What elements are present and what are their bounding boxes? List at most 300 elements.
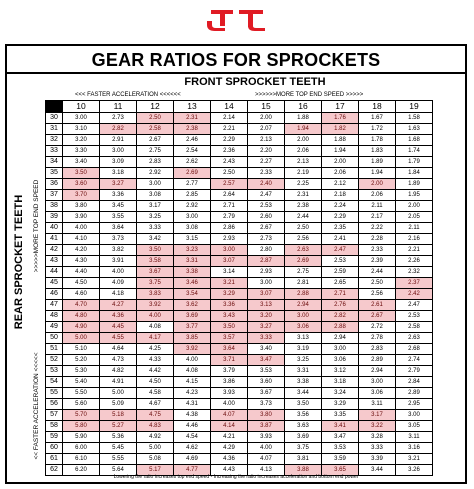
- ratio-cell: 5.80: [63, 421, 100, 432]
- ratio-cell: 2.62: [174, 157, 211, 168]
- ratio-cell: 3.38: [285, 377, 322, 388]
- ratio-cell: 2.81: [285, 278, 322, 289]
- ratio-cell: 3.67: [248, 388, 285, 399]
- front-teeth-header: 13: [174, 101, 211, 113]
- ratio-cell: 5.70: [63, 410, 100, 421]
- rear-teeth-cell: 44: [46, 267, 63, 278]
- ratio-cell: 3.17: [359, 410, 396, 421]
- rear-teeth-cell: 43: [46, 256, 63, 267]
- ratio-cell: 3.86: [211, 377, 248, 388]
- ratio-cell: 2.75: [285, 267, 322, 278]
- ratio-cell: 4.27: [100, 300, 137, 311]
- ratio-row: [46, 443, 433, 454]
- ratio-cell: 3.77: [174, 322, 211, 333]
- ratio-cell: 4.83: [137, 421, 174, 432]
- ratio-cell: 2.94: [285, 300, 322, 311]
- ratio-cell: 2.44: [285, 212, 322, 223]
- ratio-row: [46, 146, 433, 157]
- ratio-cell: 2.71: [211, 201, 248, 212]
- ratio-cell: 3.11: [359, 399, 396, 410]
- rear-teeth-cell: 57: [46, 410, 63, 421]
- ratio-cell: 4.64: [100, 344, 137, 355]
- ratio-cell: 3.42: [137, 234, 174, 245]
- ratio-row: [46, 179, 433, 190]
- ratio-row: [46, 267, 433, 278]
- ratio-cell: 1.79: [396, 157, 433, 168]
- ratio-cell: 4.90: [63, 322, 100, 333]
- ratio-cell: 2.26: [396, 256, 433, 267]
- ratio-cell: 3.75: [137, 278, 174, 289]
- ratio-cell: 3.19: [285, 344, 322, 355]
- ratio-cell: 2.80: [248, 245, 285, 256]
- front-teeth-header: 17: [322, 101, 359, 113]
- ratio-cell: 4.91: [100, 377, 137, 388]
- ratio-cell: 4.29: [211, 443, 248, 454]
- ratio-cell: 4.42: [137, 366, 174, 377]
- rear-teeth-cell: 42: [46, 245, 63, 256]
- rear-teeth-cell: 40: [46, 223, 63, 234]
- ratio-cell: 1.68: [396, 135, 433, 146]
- front-teeth-header-row: [46, 101, 433, 113]
- ratio-cell: 1.67: [359, 113, 396, 124]
- rear-teeth-cell: 46: [46, 289, 63, 300]
- front-sprocket-label: FRONT SPROCKET TEETH: [184, 76, 326, 88]
- ratio-cell: 3.35: [322, 410, 359, 421]
- ratio-cell: 2.67: [248, 223, 285, 234]
- ratio-cell: 3.92: [174, 344, 211, 355]
- rear-teeth-cell: 31: [46, 124, 63, 135]
- ratio-cell: 3.58: [137, 256, 174, 267]
- ratio-cell: 3.27: [100, 179, 137, 190]
- ratio-cell: 2.78: [359, 333, 396, 344]
- ratio-cell: 6.10: [63, 454, 100, 465]
- ratio-row: [46, 245, 433, 256]
- ratio-cell: 3.30: [63, 146, 100, 157]
- ratio-cell: 3.44: [359, 465, 396, 476]
- title-divider: [7, 72, 465, 74]
- ratio-cell: 3.64: [211, 344, 248, 355]
- ratio-cell: 4.55: [100, 333, 137, 344]
- ratio-cell: 4.13: [248, 465, 285, 476]
- ratio-cell: 3.93: [248, 432, 285, 443]
- ratio-cell: 2.47: [322, 245, 359, 256]
- ratio-cell: 4.00: [63, 223, 100, 234]
- ratio-cell: 2.71: [322, 289, 359, 300]
- ratio-cell: 3.71: [211, 355, 248, 366]
- ratio-cell: 3.60: [63, 179, 100, 190]
- ratio-row: [46, 344, 433, 355]
- ratio-cell: 2.07: [248, 124, 285, 135]
- ratio-cell: 2.77: [174, 179, 211, 190]
- ratio-cell: 3.65: [322, 465, 359, 476]
- ratio-cell: 2.40: [248, 179, 285, 190]
- ratio-cell: 2.74: [396, 355, 433, 366]
- ratio-cell: 2.88: [322, 322, 359, 333]
- ratio-cell: 2.68: [396, 344, 433, 355]
- ratio-cell: 3.21: [211, 278, 248, 289]
- ratio-cell: 1.58: [396, 113, 433, 124]
- ratio-cell: 5.36: [100, 432, 137, 443]
- rear-teeth-cell: 61: [46, 454, 63, 465]
- ratio-row: [46, 212, 433, 223]
- ratio-row: [46, 157, 433, 168]
- ratio-cell: 2.43: [211, 157, 248, 168]
- ratio-cell: 2.67: [137, 135, 174, 146]
- ratio-cell: 3.29: [211, 289, 248, 300]
- rear-teeth-cell: 37: [46, 190, 63, 201]
- ratio-cell: 4.09: [100, 278, 137, 289]
- ratio-cell: 2.21: [211, 124, 248, 135]
- ratio-cell: 4.43: [211, 465, 248, 476]
- ratio-cell: 2.21: [396, 245, 433, 256]
- ratio-cell: 4.18: [100, 289, 137, 300]
- ratio-cell: 2.00: [248, 113, 285, 124]
- ratio-cell: 4.21: [211, 432, 248, 443]
- ratio-cell: 1.89: [359, 157, 396, 168]
- ratio-cell: 1.83: [359, 146, 396, 157]
- ratio-cell: 3.28: [359, 432, 396, 443]
- rear-sprocket-text: REAR SPROCKET TEETH: [13, 194, 25, 330]
- ratio-cell: 4.20: [63, 245, 100, 256]
- ratio-cell: 2.50: [285, 223, 322, 234]
- front-teeth-header: 12: [137, 101, 174, 113]
- ratio-cell: 3.73: [248, 399, 285, 410]
- ratio-cell: 2.82: [100, 124, 137, 135]
- ratio-cell: 4.45: [100, 322, 137, 333]
- ratio-cell: 3.31: [285, 366, 322, 377]
- ratio-cell: 3.41: [322, 421, 359, 432]
- ratio-cell: 3.05: [396, 421, 433, 432]
- ratio-cell: 2.84: [396, 377, 433, 388]
- rear-teeth-cell: 56: [46, 399, 63, 410]
- rear-teeth-cell: 36: [46, 179, 63, 190]
- ratio-cell: 4.10: [63, 234, 100, 245]
- ratio-cell: 2.18: [322, 190, 359, 201]
- speed-direction-row: [45, 90, 465, 100]
- rear-teeth-cell: 53: [46, 366, 63, 377]
- ratio-cell: 2.63: [396, 333, 433, 344]
- ratio-cell: 3.12: [322, 366, 359, 377]
- ratio-cell: 4.75: [137, 410, 174, 421]
- rear-teeth-cell: 33: [46, 146, 63, 157]
- ratio-cell: 1.95: [396, 190, 433, 201]
- ratio-cell: 2.17: [359, 212, 396, 223]
- ratio-cell: 4.07: [211, 410, 248, 421]
- ratio-cell: 3.87: [248, 421, 285, 432]
- ratio-cell: 3.53: [322, 443, 359, 454]
- ratio-cell: 3.64: [100, 223, 137, 234]
- ratio-cell: 2.79: [211, 212, 248, 223]
- ratio-cell: 2.61: [359, 300, 396, 311]
- rear-teeth-cell: 45: [46, 278, 63, 289]
- ratio-cell: 3.00: [211, 245, 248, 256]
- ratio-cell: 2.69: [285, 256, 322, 267]
- ratio-cell: 3.29: [322, 399, 359, 410]
- ratio-cell: 3.39: [359, 454, 396, 465]
- ratio-cell: 4.73: [100, 355, 137, 366]
- ratio-cell: 2.06: [322, 168, 359, 179]
- ratio-cell: 3.25: [137, 212, 174, 223]
- ratio-cell: 3.16: [396, 443, 433, 454]
- ratio-cell: 3.13: [248, 300, 285, 311]
- ratio-cell: 4.23: [174, 388, 211, 399]
- ratio-cell: 4.15: [174, 377, 211, 388]
- ratio-row: [46, 190, 433, 201]
- ratio-cell: 3.31: [174, 256, 211, 267]
- ratio-cell: 3.88: [285, 465, 322, 476]
- ratio-cell: 2.72: [359, 322, 396, 333]
- ratio-cell: 3.50: [63, 168, 100, 179]
- ratio-cell: 2.46: [174, 135, 211, 146]
- ratio-cell: 3.80: [248, 410, 285, 421]
- ratio-cell: 5.50: [63, 388, 100, 399]
- ratio-row: [46, 421, 433, 432]
- ratio-cell: 1.74: [396, 146, 433, 157]
- ratio-cell: 2.79: [396, 366, 433, 377]
- ratio-cell: 2.95: [396, 399, 433, 410]
- ratio-cell: 5.40: [63, 377, 100, 388]
- ratio-cell: 3.70: [63, 190, 100, 201]
- front-teeth-header: 11: [100, 101, 137, 113]
- ratio-cell: 3.81: [285, 454, 322, 465]
- ratio-cell: 3.47: [322, 432, 359, 443]
- ratio-cell: 2.13: [248, 135, 285, 146]
- ratio-cell: 2.47: [396, 300, 433, 311]
- ratio-row: [46, 355, 433, 366]
- ratio-cell: 2.75: [137, 146, 174, 157]
- ratio-cell: 4.17: [137, 333, 174, 344]
- ratio-cell: 4.00: [248, 443, 285, 454]
- ratio-cell: 2.50: [137, 113, 174, 124]
- ratio-cell: 4.77: [174, 465, 211, 476]
- ratio-cell: 3.67: [137, 267, 174, 278]
- ratio-cell: 5.00: [100, 388, 137, 399]
- ratio-cell: 3.50: [137, 245, 174, 256]
- ratio-cell: 4.50: [63, 278, 100, 289]
- ratio-row: [46, 432, 433, 443]
- rear-teeth-cell: 58: [46, 421, 63, 432]
- ratio-cell: 4.70: [63, 300, 100, 311]
- ratio-cell: 4.00: [174, 355, 211, 366]
- front-teeth-header: 19: [396, 101, 433, 113]
- ratio-cell: 4.40: [63, 267, 100, 278]
- ratio-cell: 4.54: [174, 432, 211, 443]
- rear-teeth-cell: 34: [46, 157, 63, 168]
- ratio-cell: 2.58: [396, 322, 433, 333]
- corner-cell: [46, 101, 63, 113]
- rear-teeth-cell: 35: [46, 168, 63, 179]
- ratio-cell: 4.00: [137, 311, 174, 322]
- ratio-cell: 2.87: [248, 256, 285, 267]
- ratio-cell: 3.50: [211, 322, 248, 333]
- ratio-cell: 5.10: [63, 344, 100, 355]
- more-top-speed-label: >>>>>>MORE TOP END SPEED >>>>>: [255, 92, 364, 98]
- ratio-row: [46, 377, 433, 388]
- ratio-cell: 5.45: [100, 443, 137, 454]
- ratio-cell: 4.67: [137, 399, 174, 410]
- ratio-cell: 3.45: [100, 201, 137, 212]
- rear-teeth-cell: 30: [46, 113, 63, 124]
- ratio-cell: 5.00: [63, 333, 100, 344]
- ratio-cell: 3.90: [63, 212, 100, 223]
- ratio-cell: 3.73: [100, 234, 137, 245]
- ratio-row: [46, 388, 433, 399]
- ratio-cell: 2.60: [248, 212, 285, 223]
- ratio-cell: 2.11: [396, 223, 433, 234]
- ratio-cell: 2.94: [359, 366, 396, 377]
- ratio-cell: 3.47: [248, 355, 285, 366]
- ratio-cell: 2.89: [396, 388, 433, 399]
- ratio-cell: 3.20: [248, 311, 285, 322]
- ratio-cell: 3.33: [359, 443, 396, 454]
- ratio-cell: 2.16: [396, 234, 433, 245]
- ratio-cell: 3.43: [211, 311, 248, 322]
- ratio-row: [46, 201, 433, 212]
- ratio-cell: 3.00: [285, 311, 322, 322]
- ratio-cell: 4.30: [63, 256, 100, 267]
- ratio-cell: 2.05: [396, 212, 433, 223]
- ratio-cell: 4.07: [248, 454, 285, 465]
- ratio-cell: 3.00: [63, 113, 100, 124]
- ratio-cell: 3.27: [248, 322, 285, 333]
- rear-teeth-cell: 59: [46, 432, 63, 443]
- ratio-row: [46, 223, 433, 234]
- ratio-cell: 5.60: [63, 399, 100, 410]
- ratio-cell: 2.27: [248, 157, 285, 168]
- ratio-cell: 2.73: [248, 234, 285, 245]
- rear-teeth-cell: 41: [46, 234, 63, 245]
- ratio-row: [46, 410, 433, 421]
- ratio-cell: 2.38: [285, 201, 322, 212]
- ratio-cell: 2.33: [248, 168, 285, 179]
- ratio-cell: 1.82: [322, 124, 359, 135]
- ratio-cell: 5.20: [63, 355, 100, 366]
- ratio-cell: 1.63: [396, 124, 433, 135]
- ratio-cell: 3.63: [285, 421, 322, 432]
- ratio-cell: 3.44: [285, 388, 322, 399]
- ratio-cell: 2.35: [322, 223, 359, 234]
- rear-teeth-cell: 55: [46, 388, 63, 399]
- ratio-cell: 4.38: [174, 410, 211, 421]
- ratio-cell: 2.39: [359, 256, 396, 267]
- ratio-cell: 3.53: [248, 366, 285, 377]
- ratio-cell: 2.29: [211, 135, 248, 146]
- ratio-cell: 3.56: [285, 410, 322, 421]
- ratio-cell: 3.08: [137, 190, 174, 201]
- ratio-cell: 1.94: [322, 146, 359, 157]
- ratio-cell: 4.31: [174, 399, 211, 410]
- ratio-cell: 2.69: [174, 168, 211, 179]
- rear-teeth-cell: 39: [46, 212, 63, 223]
- ratio-cell: 2.53: [396, 311, 433, 322]
- ratio-cell: 4.25: [137, 344, 174, 355]
- rear-teeth-cell: 54: [46, 377, 63, 388]
- rear-sprocket-label: [9, 142, 27, 382]
- gear-ratio-table: [45, 100, 433, 476]
- ratio-cell: 2.24: [322, 201, 359, 212]
- ratio-cell: 4.08: [137, 322, 174, 333]
- ratio-cell: 3.18: [322, 377, 359, 388]
- rear-teeth-cell: 50: [46, 333, 63, 344]
- ratio-cell: 4.33: [137, 355, 174, 366]
- ratio-cell: 3.20: [63, 135, 100, 146]
- ratio-cell: 5.55: [100, 454, 137, 465]
- ratio-cell: 4.62: [174, 443, 211, 454]
- ratio-row: [46, 366, 433, 377]
- ratio-cell: 2.65: [322, 278, 359, 289]
- ratio-cell: 2.00: [396, 201, 433, 212]
- ratio-cell: 2.93: [211, 234, 248, 245]
- ratio-cell: 4.82: [100, 366, 137, 377]
- ratio-cell: 2.00: [322, 157, 359, 168]
- ratio-cell: 2.56: [285, 234, 322, 245]
- ratio-cell: 2.82: [322, 311, 359, 322]
- ratio-cell: 4.92: [137, 432, 174, 443]
- ratio-cell: 3.08: [174, 223, 211, 234]
- ratio-cell: 2.06: [285, 146, 322, 157]
- ratio-cell: 3.18: [100, 168, 137, 179]
- ratio-cell: 2.92: [174, 201, 211, 212]
- ratio-cell: 2.42: [396, 289, 433, 300]
- ratio-cell: 3.15: [174, 234, 211, 245]
- ratio-cell: 3.62: [174, 300, 211, 311]
- ratio-cell: 2.88: [285, 289, 322, 300]
- ratio-cell: 3.50: [285, 399, 322, 410]
- ratio-cell: 4.00: [211, 399, 248, 410]
- ratio-cell: 4.36: [211, 454, 248, 465]
- ratio-row: [46, 289, 433, 300]
- ratio-row: [46, 256, 433, 267]
- ratio-cell: 2.31: [285, 190, 322, 201]
- rear-teeth-cell: 32: [46, 135, 63, 146]
- ratio-row: [46, 234, 433, 245]
- ratio-row: [46, 135, 433, 146]
- ratio-cell: 2.13: [285, 157, 322, 168]
- ratio-cell: 3.24: [322, 388, 359, 399]
- ratio-cell: 2.93: [248, 267, 285, 278]
- ratio-cell: 2.36: [211, 146, 248, 157]
- ratio-cell: 4.46: [174, 421, 211, 432]
- ratio-row: [46, 311, 433, 322]
- ratio-cell: 2.67: [359, 311, 396, 322]
- ratio-cell: 3.11: [396, 432, 433, 443]
- rear-teeth-cell: 52: [46, 355, 63, 366]
- ratio-row: [46, 113, 433, 124]
- ratio-cell: 3.80: [63, 201, 100, 212]
- front-teeth-header: 18: [359, 101, 396, 113]
- ratio-cell: 2.50: [359, 278, 396, 289]
- gear-chart-frame: [5, 44, 467, 484]
- rear-teeth-cell: 60: [46, 443, 63, 454]
- ratio-cell: 2.83: [137, 157, 174, 168]
- ratio-cell: 3.00: [322, 344, 359, 355]
- front-teeth-header: 14: [211, 101, 248, 113]
- ratio-cell: 3.23: [174, 245, 211, 256]
- ratio-cell: 3.07: [211, 256, 248, 267]
- ratio-row: [46, 300, 433, 311]
- ratio-cell: 2.89: [359, 355, 396, 366]
- ratio-cell: 2.53: [248, 201, 285, 212]
- ratio-cell: 6.20: [63, 465, 100, 476]
- ratio-cell: 3.07: [248, 289, 285, 300]
- ratio-cell: 3.00: [137, 179, 174, 190]
- ratio-cell: 2.06: [359, 190, 396, 201]
- ratio-cell: 3.13: [285, 333, 322, 344]
- ratio-cell: 6.00: [63, 443, 100, 454]
- ratio-cell: 2.12: [322, 179, 359, 190]
- ratio-cell: 3.00: [396, 410, 433, 421]
- ratio-cell: 2.32: [396, 267, 433, 278]
